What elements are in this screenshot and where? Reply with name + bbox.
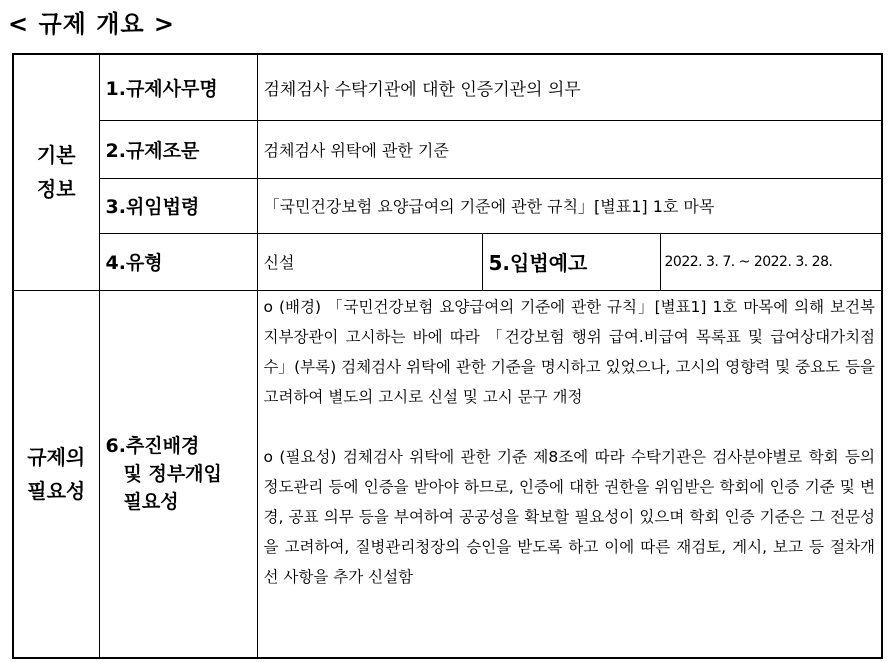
background-content <box>257 290 882 658</box>
background-label <box>99 290 257 658</box>
type-label: 4.유형 <box>99 233 257 290</box>
delegated-law-value: 「국민건강보험 요양급여의 기준에 관한 규칙」[별표1] 1호 마목 <box>257 178 882 233</box>
background-paragraph: o (배경) 「국민건강보험 요양급여의 기준에 관한 규칙」[별표1] 1호 마목에 의해 보건복지부장관이 고시하는 바에 따라 「건강보험 행위 급여.비급여 목록표 및 급여상대가치점수」(부록) 검체검사 위탁에 관한 기준을 명시하고 있었으나, 고시의 영향력 및 중요도 등을 고려하여 별도의 고시로 신설 및 고시 문구 개정 <box>263 297 876 406</box>
type-value: 신설 <box>257 233 482 290</box>
legislative-notice-label: 5.입법예고 <box>482 233 660 290</box>
basic-info-category-line2: 정보 <box>36 177 76 202</box>
regulation-name-label: 1.규제사무명 <box>99 54 257 120</box>
page-title: < 규제 개요 > <box>8 10 176 38</box>
background-label-line3: 필요성 <box>123 490 179 513</box>
necessity-category <box>13 290 99 658</box>
necessity-category-line1: 규제의 <box>27 444 86 469</box>
regulation-name-value: 검체검사 수탁기관에 대한 인증기관의 의무 <box>257 54 882 120</box>
necessity-paragraph: o (필요성) 검체검사 위탁에 관한 기준 제8조에 따라 수탁기관은 검사분야별로 학회 등의 정도관리 등에 인증을 받아야 하므로, 인증에 대한 권한을 위임받은 학회에 인증 기준 및 변경, 공표 의무 등을 부여하여 공공성을 확보할 필요성이 있으며 학회 인증 기준은 그 전문성을 고려하여, 질병관리청장의 승인을 받도록 하고 이에 따른 재검토, 게시, 보고 등 절차개선 사항을 추가 신설함 <box>263 447 876 586</box>
basic-info-category <box>13 54 99 290</box>
background-label-line2: 및 정부개입 <box>123 462 222 485</box>
legislative-notice-period: 2022. 3. 7. ~ 2022. 3. 28. <box>660 233 882 290</box>
basic-info-category-line1: 기본 <box>36 143 76 168</box>
necessity-category-line2: 필요성 <box>27 478 86 503</box>
delegated-law-label: 3.위임법령 <box>99 178 257 233</box>
background-label-line1: 6.추진배경 <box>105 434 200 457</box>
regulation-article-label: 2.규제조문 <box>99 120 257 178</box>
regulation-summary-table <box>12 53 883 659</box>
regulation-article-value: 검체검사 위탁에 관한 기준 <box>257 120 882 178</box>
